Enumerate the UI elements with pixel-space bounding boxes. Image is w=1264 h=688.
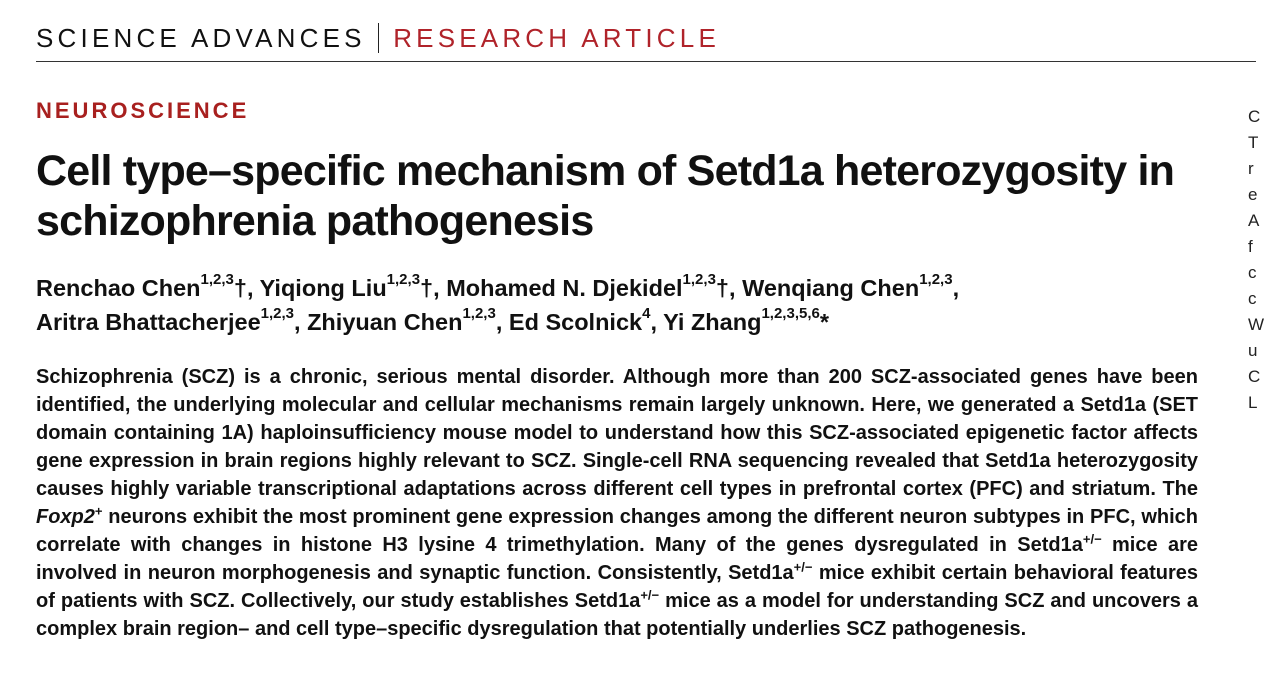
author-list bbox=[36, 271, 1206, 339]
author[interactable]: Wenqiang Chen$^{1,2,3}$, bbox=[742, 271, 960, 301]
side-column-cutoff: C T r e A f c c W u C L bbox=[1248, 107, 1264, 412]
article-title: Cell type–specific mechanism of Setd1a heterozygosity in schizophrenia pathogenesis bbox=[36, 147, 1175, 245]
author[interactable]: Mohamed N. Djekidel$^{1,2,3}$†, bbox=[446, 271, 743, 301]
author[interactable]: Yiqiong Liu$^{1,2,3}$†, bbox=[259, 271, 447, 301]
author[interactable]: Ed Scolnick$^4$, bbox=[508, 305, 664, 335]
gene-name-foxp2: Foxp2 bbox=[36, 506, 95, 528]
author[interactable]: Zhiyuan Chen$^{1,2,3}$, bbox=[307, 305, 509, 335]
header-rule bbox=[36, 61, 1256, 62]
abstract: Schizophrenia (SCZ) is a chronic, serious mental disorder. Although more than 200 SCZ-associated genes have been identified, the underlying molecular and cellular mechanisms remain largely unknown. Here, we generated a Setd1a (SET domain containing 1A) haploinsufficiency mouse model to understand how this SCZ-associated epigenetic factor affects gene expression in brain regions highly relevant to SCZ. Single-cell RNA sequencing revealed that Setd1a heterozygosity causes highly variable transcriptional adaptations across different cell types in prefrontal cortex (PFC) and striatum. The Foxp2+ neurons exhibit the most prominent gene expression changes among the different neuron subtypes in PFC, which correlate with changes in histone H3 lysine 4 trimethylation. Many of the genes dysregulated in Setd1a+/− mice are involved in neuron morphogenesis and synaptic function. Consistently, Setd1a+/− mice exhibit certain behavioral features of patients with SCZ. Collectively, our study establishes Setd1a+/− mice as a model for understanding SCZ and uncovers a complex brain region– and cell type–specific dysregulation that potentially underlies SCZ pathogenesis. bbox=[36, 366, 1199, 640]
article-type: RESEARCH ARTICLE bbox=[393, 22, 720, 53]
journal-name: SCIENCE ADVANCES bbox=[36, 22, 366, 53]
author[interactable]: Aritra Bhattacherjee$^{1,2,3}$, bbox=[36, 305, 308, 335]
author[interactable]: Renchao Chen$^{1,2,3}$†, bbox=[36, 271, 260, 301]
section-label: NEUROSCIENCE bbox=[36, 98, 250, 123]
author[interactable]: Yi Zhang$^{1,2,3,5,6}$* bbox=[663, 305, 829, 335]
masthead-divider bbox=[378, 23, 380, 53]
journal-masthead bbox=[36, 21, 720, 55]
